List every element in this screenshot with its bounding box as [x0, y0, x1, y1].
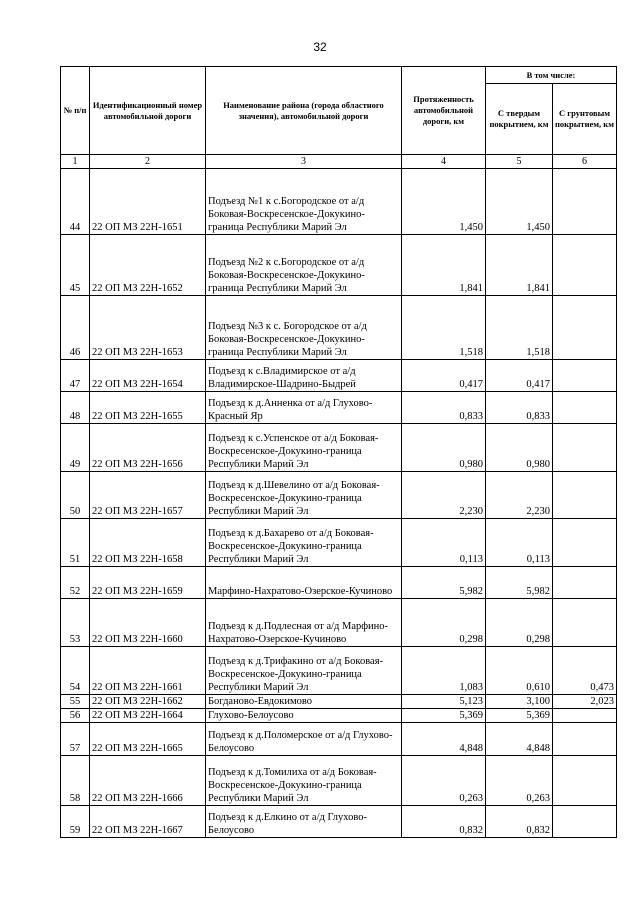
- road-length: 0,832: [402, 806, 486, 838]
- hard-surface-length: 5,982: [486, 567, 553, 599]
- column-number: 1: [61, 155, 90, 169]
- header-num: № п/п: [61, 67, 90, 155]
- road-length: 1,518: [402, 296, 486, 360]
- ground-surface-length: [553, 756, 617, 806]
- row-number: 56: [61, 709, 90, 723]
- ground-surface-length: 2,023: [553, 695, 617, 709]
- road-id: 22 ОП МЗ 22Н-1665: [90, 723, 206, 756]
- hard-surface-length: 1,518: [486, 296, 553, 360]
- road-id: 22 ОП МЗ 22Н-1651: [90, 169, 206, 235]
- row-number: 47: [61, 360, 90, 392]
- header-length: Протяженность автомобильной дороги, км: [402, 67, 486, 155]
- road-length: 0,113: [402, 519, 486, 567]
- roads-table: [60, 66, 617, 838]
- road-name: Подъезд к с.Владимирское от а/д Владимирское-Шадрино-Быдрей: [206, 360, 402, 392]
- hard-surface-length: 0,263: [486, 756, 553, 806]
- road-length: 5,369: [402, 709, 486, 723]
- ground-surface-length: [553, 169, 617, 235]
- table-row: [61, 599, 617, 647]
- column-number: 3: [206, 155, 402, 169]
- header-hard-surface: С твердым покрытием, км: [486, 84, 553, 155]
- table-row: [61, 235, 617, 296]
- table-row: [61, 709, 617, 723]
- road-id: 22 ОП МЗ 22Н-1661: [90, 647, 206, 695]
- road-id: 22 ОП МЗ 22Н-1662: [90, 695, 206, 709]
- row-number: 52: [61, 567, 90, 599]
- road-id: 22 ОП МЗ 22Н-1653: [90, 296, 206, 360]
- hard-surface-length: 2,230: [486, 472, 553, 519]
- table-row: [61, 296, 617, 360]
- table-row: [61, 472, 617, 519]
- road-id: 22 ОП МЗ 22Н-1664: [90, 709, 206, 723]
- table-row: [61, 519, 617, 567]
- ground-surface-length: [553, 723, 617, 756]
- road-name: Подъезд №2 к с.Богородское от а/д Боковая-Воскресенское-Докукино-граница Республики Марий Эл: [206, 235, 402, 296]
- road-length: 0,833: [402, 392, 486, 424]
- table-row: [61, 360, 617, 392]
- road-length: 2,230: [402, 472, 486, 519]
- road-name: Подъезд к д.Анненка от а/д Глухово-Красный Яр: [206, 392, 402, 424]
- table-row: [61, 695, 617, 709]
- road-name: Подъезд к д.Шевелино от а/д Боковая-Воскресенское-Докукино-граница Республики Марий Эл: [206, 472, 402, 519]
- road-id: 22 ОП МЗ 22Н-1660: [90, 599, 206, 647]
- table-row: [61, 169, 617, 235]
- road-name: Подъезд №3 к с. Богородское от а/д Боковая-Воскресенское-Докукино-граница Республики Марий Эл: [206, 296, 402, 360]
- row-number: 50: [61, 472, 90, 519]
- row-number: 49: [61, 424, 90, 472]
- road-length: 1,841: [402, 235, 486, 296]
- row-number: 48: [61, 392, 90, 424]
- hard-surface-length: 0,832: [486, 806, 553, 838]
- row-number: 44: [61, 169, 90, 235]
- road-name: Подъезд к д.Елкино от а/д Глухово-Белоусово: [206, 806, 402, 838]
- road-length: 0,417: [402, 360, 486, 392]
- road-name: Глухово-Белоусово: [206, 709, 402, 723]
- road-id: 22 ОП МЗ 22Н-1655: [90, 392, 206, 424]
- table-row: [61, 756, 617, 806]
- road-name: Подъезд к д.Бахарево от а/д Боковая-Воскресенское-Докукино-граница Республики Марий Эл: [206, 519, 402, 567]
- row-number: 57: [61, 723, 90, 756]
- row-number: 46: [61, 296, 90, 360]
- ground-surface-length: [553, 360, 617, 392]
- table-row: [61, 806, 617, 838]
- row-number: 45: [61, 235, 90, 296]
- row-number: 59: [61, 806, 90, 838]
- road-name: Подъезд к д.Поломерское от а/д Глухово-Белоусово: [206, 723, 402, 756]
- column-number: 6: [553, 155, 617, 169]
- road-length: 5,982: [402, 567, 486, 599]
- road-id: 22 ОП МЗ 22Н-1667: [90, 806, 206, 838]
- road-name: Подъезд к с.Успенское от а/д Боковая-Воскресенское-Докукино-граница Республики Марий Эл: [206, 424, 402, 472]
- road-name: Подъезд №1 к с.Богородское от а/д Боковая-Воскресенское-Докукино-граница Республики Марий Эл: [206, 169, 402, 235]
- road-length: 4,848: [402, 723, 486, 756]
- ground-surface-length: [553, 599, 617, 647]
- road-length: 0,263: [402, 756, 486, 806]
- row-number: 58: [61, 756, 90, 806]
- column-number: 5: [486, 155, 553, 169]
- ground-surface-length: 0,473: [553, 647, 617, 695]
- table-row: [61, 647, 617, 695]
- ground-surface-length: [553, 424, 617, 472]
- table-row: [61, 567, 617, 599]
- header-ground-surface: С грунтовым покрытием, км: [553, 84, 617, 155]
- road-length: 5,123: [402, 695, 486, 709]
- header-including: В том числе:: [486, 67, 617, 84]
- road-id: 22 ОП МЗ 22Н-1657: [90, 472, 206, 519]
- ground-surface-length: [553, 567, 617, 599]
- column-numbers-row: [61, 155, 617, 169]
- road-id: 22 ОП МЗ 22Н-1666: [90, 756, 206, 806]
- road-length: 0,980: [402, 424, 486, 472]
- table-row: [61, 392, 617, 424]
- ground-surface-length: [553, 235, 617, 296]
- hard-surface-length: 0,417: [486, 360, 553, 392]
- hard-surface-length: 0,298: [486, 599, 553, 647]
- ground-surface-length: [553, 296, 617, 360]
- hard-surface-length: 3,100: [486, 695, 553, 709]
- road-name: Подъезд к д.Томилиха от а/д Боковая-Воскресенское-Докукино-граница Республики Марий Эл: [206, 756, 402, 806]
- table-row: [61, 723, 617, 756]
- hard-surface-length: 0,610: [486, 647, 553, 695]
- road-id: 22 ОП МЗ 22Н-1659: [90, 567, 206, 599]
- road-length: 1,450: [402, 169, 486, 235]
- road-name: Подъезд к д.Трифакино от а/д Боковая-Воскресенское-Докукино-граница Республики Марий Эл: [206, 647, 402, 695]
- row-number: 51: [61, 519, 90, 567]
- road-name: Богданово-Евдокимово: [206, 695, 402, 709]
- road-length: 0,298: [402, 599, 486, 647]
- ground-surface-length: [553, 472, 617, 519]
- road-name: Марфино-Нахратово-Озерское-Кучиново: [206, 567, 402, 599]
- hard-surface-length: 0,833: [486, 392, 553, 424]
- ground-surface-length: [553, 806, 617, 838]
- ground-surface-length: [553, 392, 617, 424]
- hard-surface-length: 1,841: [486, 235, 553, 296]
- road-length: 1,083: [402, 647, 486, 695]
- hard-surface-length: 5,369: [486, 709, 553, 723]
- road-id: 22 ОП МЗ 22Н-1656: [90, 424, 206, 472]
- column-number: 2: [90, 155, 206, 169]
- table-row: [61, 424, 617, 472]
- header-code: Идентификационный номер автомобильной дороги: [90, 67, 206, 155]
- road-id: 22 ОП МЗ 22Н-1654: [90, 360, 206, 392]
- road-name: Подъезд к д.Подлесная от а/д Марфино-Нахратово-Озерское-Кучиново: [206, 599, 402, 647]
- ground-surface-length: [553, 709, 617, 723]
- hard-surface-length: 0,980: [486, 424, 553, 472]
- hard-surface-length: 1,450: [486, 169, 553, 235]
- row-number: 54: [61, 647, 90, 695]
- page-number: 32: [313, 40, 327, 54]
- road-id: 22 ОП МЗ 22Н-1658: [90, 519, 206, 567]
- hard-surface-length: 4,848: [486, 723, 553, 756]
- column-number: 4: [402, 155, 486, 169]
- road-id: 22 ОП МЗ 22Н-1652: [90, 235, 206, 296]
- row-number: 53: [61, 599, 90, 647]
- hard-surface-length: 0,113: [486, 519, 553, 567]
- header-name: Наименование района (города областного значения), автомобильной дороги: [206, 67, 402, 155]
- ground-surface-length: [553, 519, 617, 567]
- row-number: 55: [61, 695, 90, 709]
